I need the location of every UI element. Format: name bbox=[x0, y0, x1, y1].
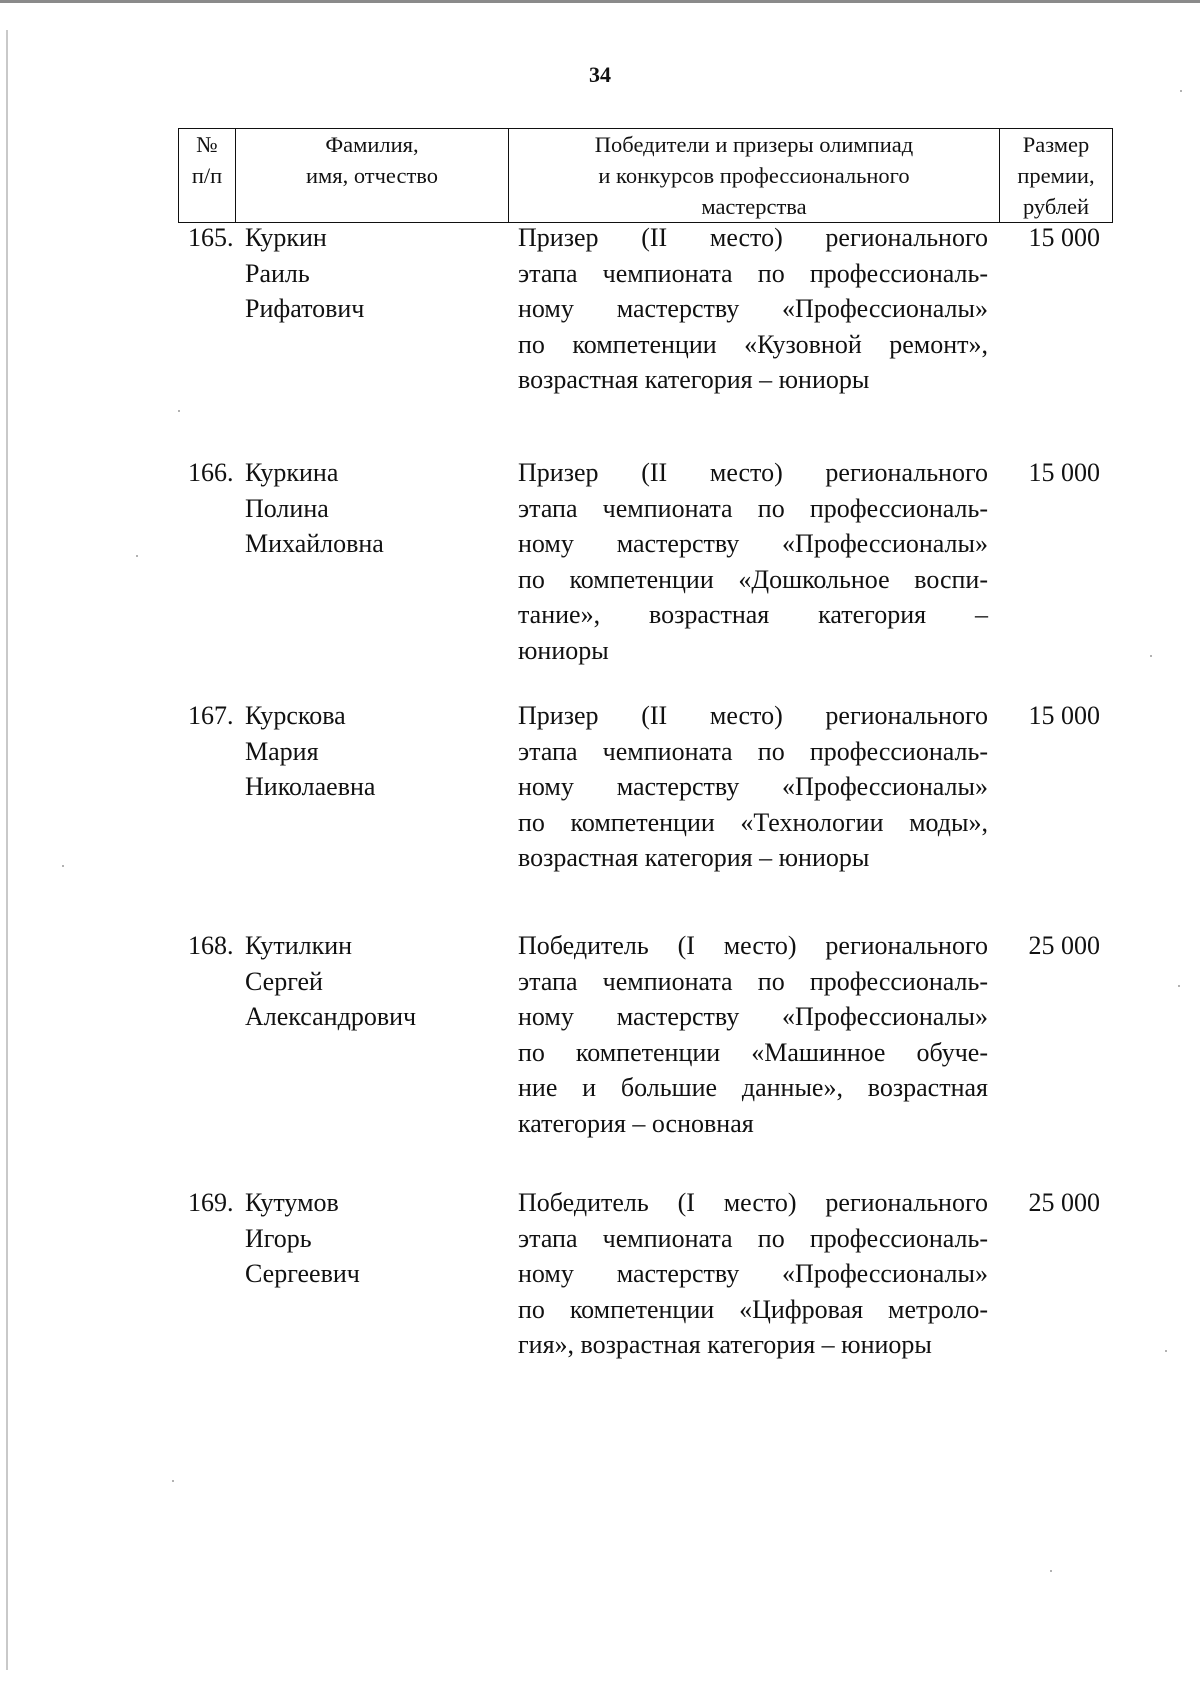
entry-first-name: Игорь bbox=[245, 1223, 312, 1253]
entry-first-name: Сергей bbox=[245, 966, 323, 996]
entry-description-line: Победитель (I место) регионального bbox=[518, 1188, 988, 1217]
entry-description-line: этапа чемпионата по профессиональ- bbox=[518, 1223, 988, 1253]
header-amount-line-1: Размер bbox=[1022, 132, 1090, 157]
entry-description-line: гия», возрастная категория – юниоры bbox=[518, 1330, 932, 1359]
entry-patronymic: Александрович bbox=[245, 1002, 417, 1031]
entry-number: 169. bbox=[188, 1188, 234, 1217]
entry-surname: Куркин bbox=[245, 223, 327, 252]
entry-name bbox=[245, 220, 495, 327]
entry-surname: Куркина bbox=[245, 458, 339, 487]
scan-edge-left bbox=[6, 30, 8, 1670]
scan-speck bbox=[62, 865, 64, 867]
header-name-line-2: имя, отчество bbox=[305, 163, 439, 188]
entry-name bbox=[245, 928, 495, 1035]
entry-description-line: ному мастерству «Профессионалы» bbox=[518, 294, 988, 323]
header-number-cell bbox=[179, 129, 236, 223]
entry-first-name: Полина bbox=[245, 493, 329, 523]
entry-description-line: категория – основная bbox=[518, 1108, 754, 1138]
scan-speck bbox=[1050, 1570, 1052, 1572]
header-name-line-1: Фамилия, bbox=[325, 132, 419, 157]
entry-description-line: этапа чемпионата по профессиональ- bbox=[518, 493, 988, 523]
entry-description-line: по компетенции «Кузовной ремонт», bbox=[518, 329, 988, 359]
scan-speck bbox=[1150, 655, 1152, 657]
entry-amount: 25 000 bbox=[1028, 931, 1100, 960]
entry-description-line: Призер (II место) регионального bbox=[518, 701, 988, 730]
entry-amount: 15 000 bbox=[1028, 701, 1100, 730]
entry-number: 168. bbox=[188, 931, 234, 960]
page-number: 34 bbox=[589, 62, 611, 87]
entry-description-line: по компетенции «Цифровая метроло- bbox=[518, 1294, 988, 1324]
table-header bbox=[178, 128, 1113, 223]
scan-speck bbox=[1165, 1350, 1167, 1352]
entry-description bbox=[518, 698, 988, 876]
entry-surname: Кутумов bbox=[245, 1188, 339, 1217]
entry-surname: Кутилкин bbox=[245, 931, 353, 960]
header-description-cell bbox=[509, 129, 1000, 223]
entry-description-line: этапа чемпионата по профессиональ- bbox=[518, 966, 988, 996]
header-amount-cell bbox=[1000, 129, 1113, 223]
scan-speck bbox=[1180, 90, 1182, 92]
entry-name bbox=[245, 455, 495, 562]
entry-first-name: Мария bbox=[245, 736, 319, 766]
entry-description-line: по компетенции «Машинное обуче- bbox=[518, 1037, 988, 1067]
entry-number: 167. bbox=[188, 701, 234, 730]
entry-patronymic: Сергеевич bbox=[245, 1259, 360, 1288]
entry-first-name: Раиль bbox=[245, 258, 310, 288]
entry-description-line: этапа чемпионата по профессиональ- bbox=[518, 736, 988, 766]
header-name-cell bbox=[236, 129, 509, 223]
entry-description-line: ному мастерству «Профессионалы» bbox=[518, 1259, 988, 1288]
entry-surname: Курскова bbox=[245, 701, 346, 730]
entry-description bbox=[518, 1185, 988, 1363]
header-number-line-2: п/п bbox=[191, 163, 223, 188]
entry-description-line: ному мастерству «Профессионалы» bbox=[518, 772, 988, 801]
entry-description-line: возрастная категория – юниоры bbox=[518, 843, 870, 872]
scan-edge-top bbox=[0, 0, 1200, 3]
header-description-line-1: Победители и призеры олимпиад bbox=[594, 132, 914, 157]
entry-patronymic: Михайловна bbox=[245, 529, 384, 558]
entry-description-line: Победитель (I место) регионального bbox=[518, 931, 988, 960]
entry-name bbox=[245, 698, 495, 805]
scan-speck bbox=[1178, 985, 1180, 987]
entry-description-line: ному мастерству «Профессионалы» bbox=[518, 529, 988, 558]
scan-speck bbox=[172, 1480, 174, 1482]
entry-description-line: ному мастерству «Профессионалы» bbox=[518, 1002, 988, 1031]
entry-name bbox=[245, 1185, 495, 1292]
scan-speck bbox=[136, 555, 138, 557]
entry-description bbox=[518, 455, 988, 668]
entry-patronymic: Рифатович bbox=[245, 294, 365, 323]
entry-description-line: этапа чемпионата по профессиональ- bbox=[518, 258, 988, 288]
entry-description-line: юниоры bbox=[518, 635, 609, 665]
entry-number: 165. bbox=[188, 223, 234, 252]
entry-description bbox=[518, 220, 988, 398]
header-description-line-3: мастерства bbox=[701, 194, 807, 219]
header-number-line-1: № bbox=[196, 132, 218, 157]
header-amount-line-3: рублей bbox=[1022, 194, 1090, 219]
entry-number: 166. bbox=[188, 458, 234, 487]
entry-patronymic: Николаевна bbox=[245, 772, 376, 801]
entry-description-line: Призер (II место) регионального bbox=[518, 223, 988, 252]
entry-description bbox=[518, 928, 988, 1141]
scan-speck bbox=[178, 410, 180, 412]
entry-amount: 15 000 bbox=[1028, 458, 1100, 487]
header-amount-line-2: премии, bbox=[1017, 163, 1095, 188]
entry-amount: 15 000 bbox=[1028, 223, 1100, 252]
entry-description-line: Призер (II место) регионального bbox=[518, 458, 988, 487]
entry-description-line: возрастная категория – юниоры bbox=[518, 365, 870, 394]
entry-description-line: по компетенции «Дошкольное воспи- bbox=[518, 564, 988, 594]
header-description-line-2: и конкурсов профессионального bbox=[598, 163, 910, 188]
entry-description-line: по компетенции «Технологии моды», bbox=[518, 807, 988, 837]
entry-description-line: ние и большие данные», возрастная bbox=[518, 1073, 988, 1102]
entry-description-line: тание», возрастная категория – bbox=[518, 600, 988, 629]
entry-amount: 25 000 bbox=[1028, 1188, 1100, 1217]
